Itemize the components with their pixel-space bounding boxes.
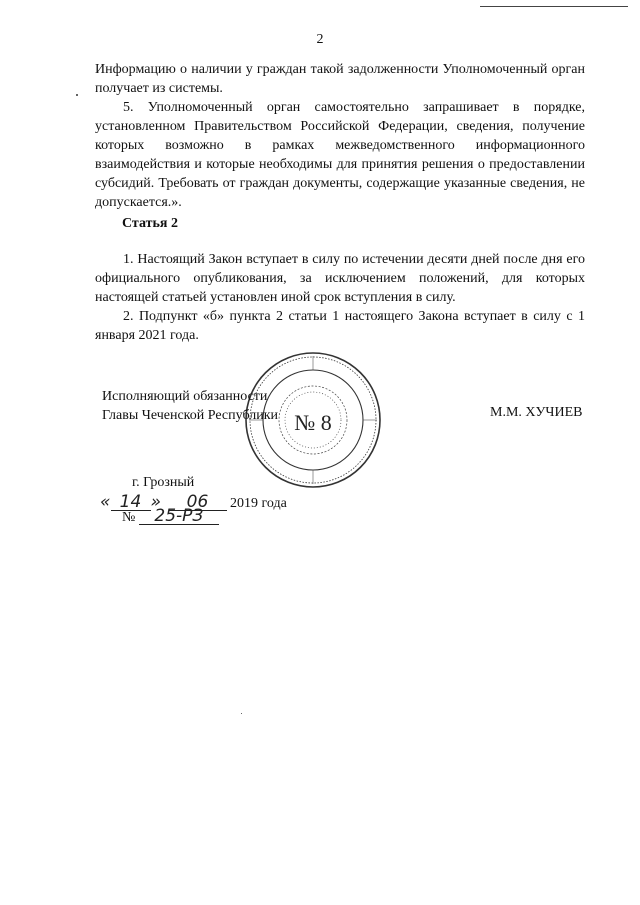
date-month: 06 [169, 494, 227, 511]
page-number: 2 [316, 32, 324, 47]
signatory-title-line-2: Главы Чеченской Республики [102, 408, 278, 423]
article-paragraph-2: 2. Подпункт «б» пункта 2 статьи 1 настоящего Закона вступает в силу с 1 января 2021 года. [95, 309, 585, 343]
date-open-quote: « [100, 492, 111, 512]
seal-number: № 8 [294, 410, 332, 435]
place-of-signing: г. Грозный [132, 475, 195, 490]
paragraph-5: 5. Уполномоченный орган самостоятельно запрашивает в порядке, установленном Правительством Российской Федерации, сведения, получение которых возможно в рамках межведомственного информационного взаимодействия и которые необходимы для принятия решения о предоставлении субсидий. Требовать от граждан документы, содержащие указанные сведения, не допускается.». [95, 100, 585, 210]
date-day: 14 [111, 494, 151, 511]
scan-speck [241, 713, 242, 714]
article-text [95, 250, 585, 345]
law-number-prefix: № [122, 510, 136, 525]
signatory-title [102, 387, 278, 425]
date-close-quote: » [150, 492, 161, 512]
signer-name: М.М. ХУЧИЕВ [490, 405, 583, 420]
law-number-value: 25-РЗ [139, 508, 219, 525]
signatory-title-line-1: Исполняющий обязанности [102, 389, 268, 404]
paragraph-continuation: Информацию о наличии у граждан такой задолженности Уполномоченный орган получает из системы. [95, 62, 585, 96]
article-heading: Статья 2 [122, 216, 178, 231]
top-rule [480, 6, 628, 7]
date-year: 2019 года [230, 496, 287, 511]
scan-speck [76, 94, 78, 96]
article-paragraph-1: 1. Настоящий Закон вступает в силу по истечении десяти дней после дня его официального опубликования, за исключением положений, для которых настоящей статьей установлен иной срок вступления в силу. [95, 252, 585, 305]
law-number [122, 508, 219, 526]
body-text [95, 60, 585, 212]
